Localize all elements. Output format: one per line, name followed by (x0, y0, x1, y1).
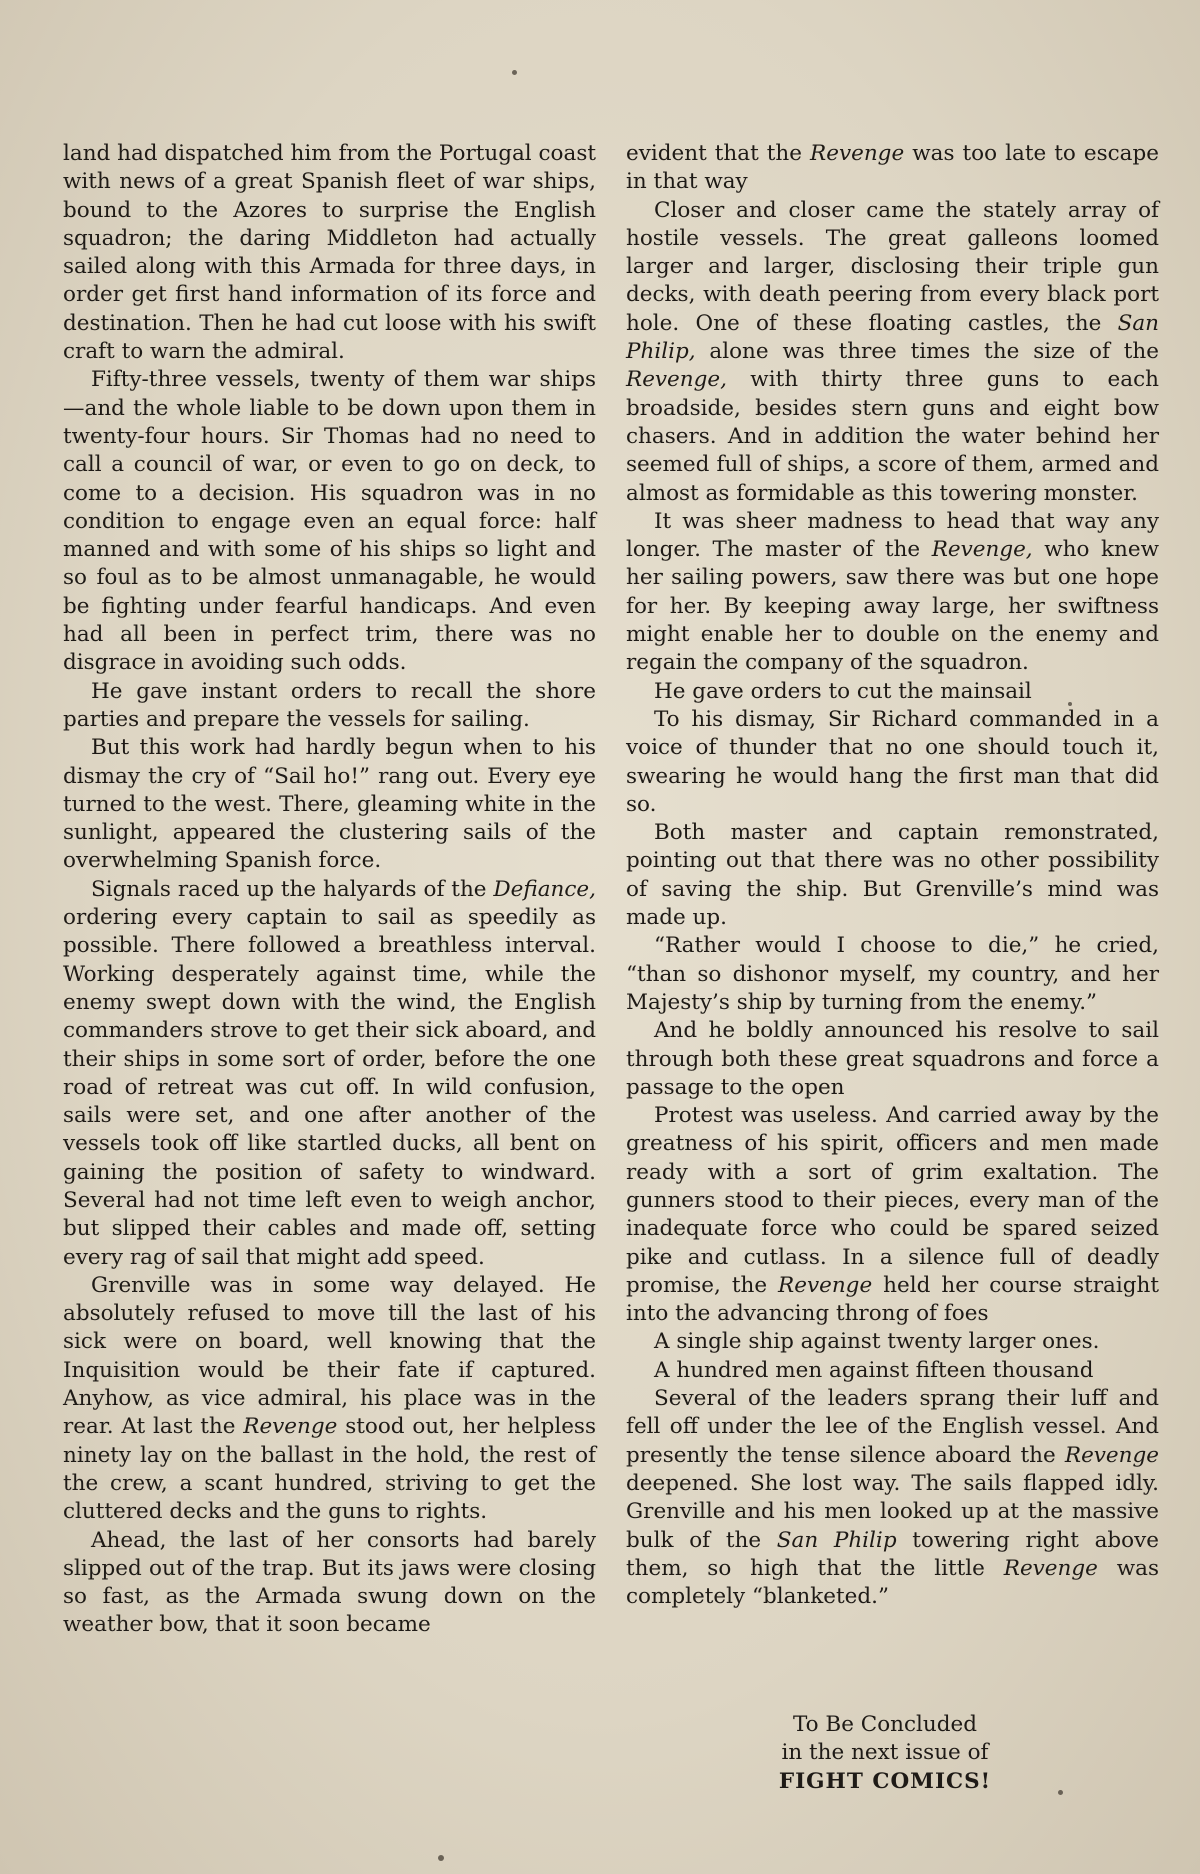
ship-name: Revenge, (626, 367, 727, 393)
paragraph: To his dismay, Sir Richard commanded in a voice of thunder that no one should touch it, swearing he would hang the first man that did so. (626, 706, 1159, 817)
paragraph: “Rather would I choose to die,” he cried, “than so dishonor myself, my country, and her Majesty’s ship by turning from the enemy.” (626, 933, 1159, 1015)
ship-name: Revenge, (931, 537, 1033, 563)
text-run: Grenville was in some way delayed. He absolutely refused to move till the last of his sick were on board, well knowing that the Inquisition would be their fate if captured. Anyhow, as vice admiral, his place was in the rear. At last the (63, 1272, 596, 1440)
paragraph (63, 876, 596, 1272)
paragraph: A single ship against twenty larger ones. (654, 1329, 1100, 1355)
paragraph: land had dispatched him from the Portugal coast with news of a great Spanish fleet of war ships, bound to the Azores to surprise the English squadron; the daring Middleton had actually sailed along with this Armada for three days, in order get first hand information of its force and destination. Then he had cut loose with his swift craft to warn the admiral. (63, 141, 596, 365)
ship-name: Revenge (778, 1272, 873, 1298)
text-run: stood out, her helpless ninety lay on the ballast in the hold, the rest of the crew, a scant hundred, striving to get the cluttered decks and the guns to rights. (63, 1414, 596, 1525)
paragraph (626, 1385, 1159, 1611)
ship-name: San Philip, (626, 310, 1159, 365)
magazine-title: FIGHT COMICS! (778, 1768, 992, 1794)
paragraph (626, 1102, 1159, 1328)
print-speck (1068, 702, 1072, 706)
paragraph: A hundred men against fifteen thousand (654, 1357, 1094, 1383)
ship-name: Revenge (810, 141, 905, 166)
paragraph (626, 197, 1159, 508)
text-run: ordering every captain to sail as speedily as possible. There followed a breathless interval. Working desperately against time, while the enemy swept down with the wind, the English commanders strove to get their sick aboard, and their ships in some sort of order, before the one road of retreat was cut off. In wild confusion, sails were set, and one after another of the vessels took off like startled ducks, all bent on gaining the position of safety to windward. Several had not time left even to weigh anchor, but slipped their cables and made off, setting every rag of sail that might add speed. (63, 905, 596, 1270)
closing-line: To Be Concluded (792, 1712, 978, 1737)
text-run: evident that the (626, 141, 811, 166)
paragraph: And he boldly announced his resolve to sail through both these great squadrons and force a passage to the open (626, 1018, 1159, 1100)
text-run: alone was three times the size of the (695, 339, 1159, 365)
right-column (626, 140, 1159, 1611)
print-speck (512, 70, 517, 75)
text-run: It was sheer madness to head that way any longer. The master of the (626, 508, 1159, 563)
paragraph (626, 508, 1159, 678)
print-speck (1058, 1790, 1063, 1795)
text-run: deepened. She lost way. The sails flapped idly. Grenville and his men looked up at the massive bulk of the (626, 1470, 1159, 1553)
ship-name: Defiance, (493, 876, 596, 902)
text-run: Signals raced up the halyards of the (91, 876, 494, 902)
text-run: Several of the leaders sprang their luff and fell off under the lee of the English vessel. And presently the tense silence aboard the (626, 1386, 1159, 1468)
ship-name: Revenge (243, 1414, 338, 1440)
ship-name: Revenge (1003, 1555, 1098, 1581)
ship-name: San Philip (776, 1527, 897, 1553)
text-run: with thirty three guns to each broadside, besides stern guns and eight bow chasers. And in addition the water behind her seemed full of ships, a score of them, armed and almost as formidable as this towering monster. (626, 367, 1159, 506)
ship-name: Revenge (1064, 1442, 1159, 1468)
print-speck (438, 1855, 444, 1861)
text-run: who knew her sailing powers, saw there was but one hope for her. By keeping away large, her swiftness might enable her to double on the enemy and regain the company of the squadron. (626, 537, 1159, 676)
paragraph: Fifty-three vessels, twenty of them war ships—and the whole liable to be down upon them in twenty-four hours. Sir Thomas had no need to call a council of war, or even to go on deck, to come to a decision. His squadron was in no condition to engage even an equal force: half manned and with some of his ships so light and so foul as to be almost unmanagable, he would be fighting under fearful handicaps. And even had all been in perfect trim, there was no disgrace in avoiding such odds. (63, 367, 596, 676)
to-be-concluded-note (720, 1711, 1050, 1796)
text-run: was completely “blanketed.” (626, 1555, 1159, 1610)
paragraph: But this work had hardly begun when to his dismay the cry of “Sail ho!” rang out. Every eye turned to the west. There, gleaming white in the sunlight, appeared the clustering sails of the overwhelming Spanish force. (63, 735, 596, 874)
left-column (63, 140, 596, 1640)
text-run: Protest was useless. And carried away by the greatness of his spirit, officers and men made ready with a sort of grim exaltation. The gunners stood to their pieces, every man of the inadequate force who could be spared seized pike and cutlass. In a silence full of deadly promise, the (626, 1103, 1159, 1298)
paragraph (626, 140, 1159, 197)
text-run: was too late to escape in that way (626, 141, 1159, 195)
text-run: Closer and closer came the stately array of hostile vessels. The great galleons loomed larger and larger, disclosing their triple gun decks, with death peering from every black port hole. One of these floating castles, the (626, 197, 1159, 336)
paragraph: Ahead, the last of her consorts had barely slipped out of the trap. But its jaws were closing so fast, as the Armada swung down on the weather bow, that it soon became (63, 1527, 596, 1638)
text-run: towering right above them, so high that the little (626, 1527, 1159, 1581)
closing-line: in the next issue of (781, 1740, 989, 1766)
paragraph: Both master and captain remonstrated, pointing out that there was no other possibility of saving the ship. But Grenville’s mind was made up. (626, 820, 1159, 931)
paragraph: He gave instant orders to recall the shore parties and prepare the vessels for sailing. (63, 678, 596, 732)
paragraph (63, 1272, 596, 1527)
paragraph: He gave orders to cut the mainsail (654, 678, 1032, 704)
text-run: held her course straight into the advancing throng of foes (626, 1272, 1159, 1327)
